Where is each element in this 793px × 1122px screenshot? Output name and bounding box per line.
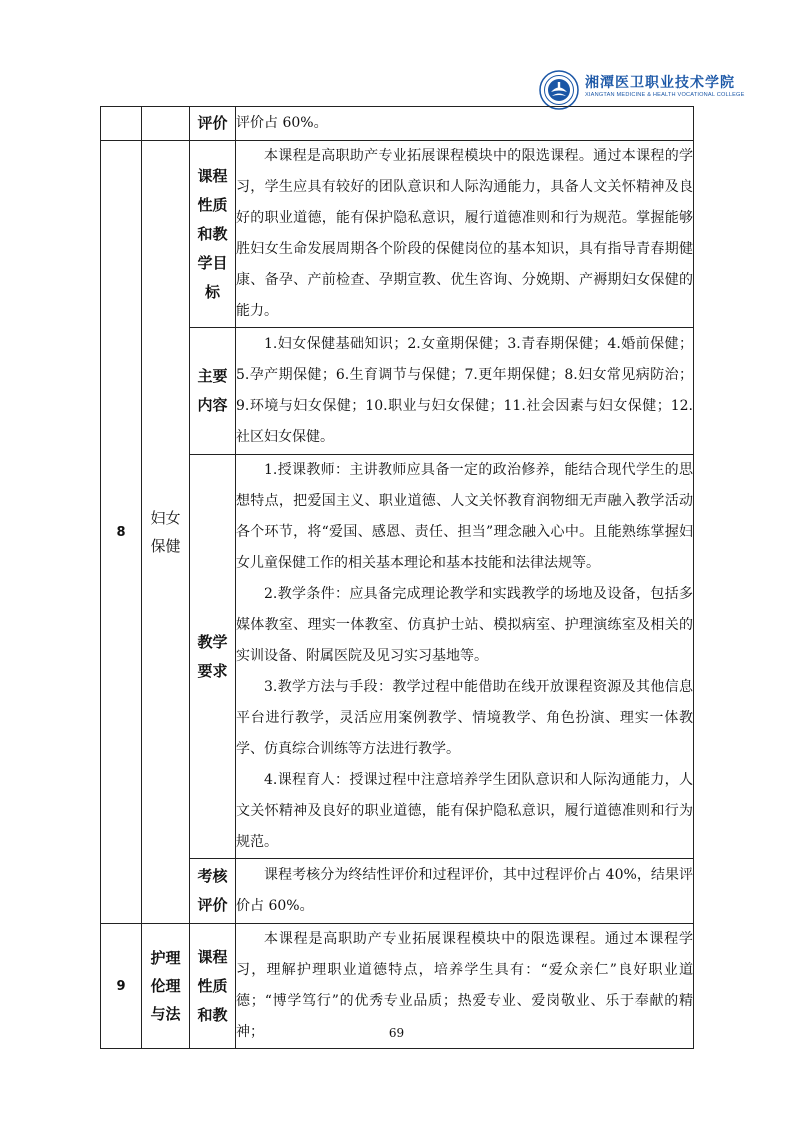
table-row (101, 328, 694, 455)
section-heading: 主要内容 (190, 328, 236, 455)
table-row (101, 141, 694, 328)
course-name: 妇女保健 (142, 141, 190, 924)
paragraph: 1.授课教师：主讲教师应具备一定的政治修养，能结合现代学生的思想特点，把爱国主义、职业道德、人文关怀教育润物细无声融入教学活动各个环节，将“爱国、感恩、责任、担当”理念融入心中。且能熟练掌握妇女儿童保健工作的相关基本理论和基本技能和法律法规等。 (236, 462, 693, 571)
course-name-cell (142, 107, 190, 141)
school-name-cn: 湘潭医卫职业技术学院 (585, 75, 735, 91)
section-content: 课程考核分为终结性评价和过程评价，其中过程评价占 40%，结果评价占 60%。 (236, 859, 694, 924)
school-seal-icon (539, 70, 579, 110)
school-name-en: XIANGTAN MEDICINE & HEALTH VOCATIONAL COLLEGE (585, 92, 745, 98)
table-row (101, 859, 694, 924)
section-content: 评价占 60%。 (236, 107, 694, 141)
section-content: 本课程是高职助产专业拓展课程模块中的限选课程。通过本课程的学习，学生应具有较好的团队意识和人际沟通能力，具备人文关怀精神及良好的职业道德，能有保护隐私意识，履行道德准则和行为规范。掌握能够胜妇女生命发展周期各个阶段的保健岗位的基本知识，具有指导青春期健康、备孕、产前检查、孕期宣教、优生咨询、分娩期、产褥期妇女保健的能力。 (236, 141, 694, 328)
section-content: 本课程是高职助产专业拓展课程模块中的限选课程。通过本课程学习，理解护理职业道德特点，培养学生具有：“爱众亲仁”良好职业道德；“博学笃行”的优秀专业品质；热爱专业、爱岗敬业、乐于奉献的精神； (236, 924, 694, 1049)
page-number: 69 (388, 1026, 405, 1040)
section-heading: 考核评价 (190, 859, 236, 924)
section-heading: 教学要求 (190, 455, 236, 859)
section-heading: 课程性质和教 (190, 924, 236, 1049)
course-table (100, 106, 694, 1049)
table-row (101, 107, 694, 141)
course-name: 护理伦理与法 (142, 924, 190, 1049)
section-content: 1.妇女保健基础知识；2.女童期保健；3.青春期保健；4.婚前保健；5.孕产期保健；6.生育调节与保健；7.更年期保健；8.妇女常见病防治；9.环境与妇女保健；10.职业与妇女保健；11.社会因素与妇女保健；12.社区妇女保健。 (236, 328, 694, 455)
section-content (236, 455, 694, 859)
paragraph: 2.教学条件：应具备完成理论教学和实践教学的场地及设备，包括多媒体教室、理实一体教室、仿真护士站、模拟病室、护理演练室及相关的实训设备、附属医院及见习实习基地等。 (236, 586, 693, 664)
paragraph: 4.课程育人：授课过程中注意培养学生团队意识和人际沟通能力，人文关怀精神及良好的职业道德，能有保护隐私意识，履行道德准则和行为规范。 (236, 772, 693, 850)
number-cell (101, 107, 142, 141)
course-number: 8 (101, 141, 142, 924)
section-heading: 评价 (190, 107, 236, 141)
course-number: 9 (101, 924, 142, 1049)
section-heading: 课程性质和教学目标 (190, 141, 236, 328)
table-row (101, 455, 694, 859)
paragraph: 3.教学方法与手段：教学过程中能借助在线开放课程资源及其他信息平台进行教学，灵活应用案例教学、情境教学、角色扮演、理实一体教学、仿真综合训练等方法进行教学。 (236, 679, 693, 757)
